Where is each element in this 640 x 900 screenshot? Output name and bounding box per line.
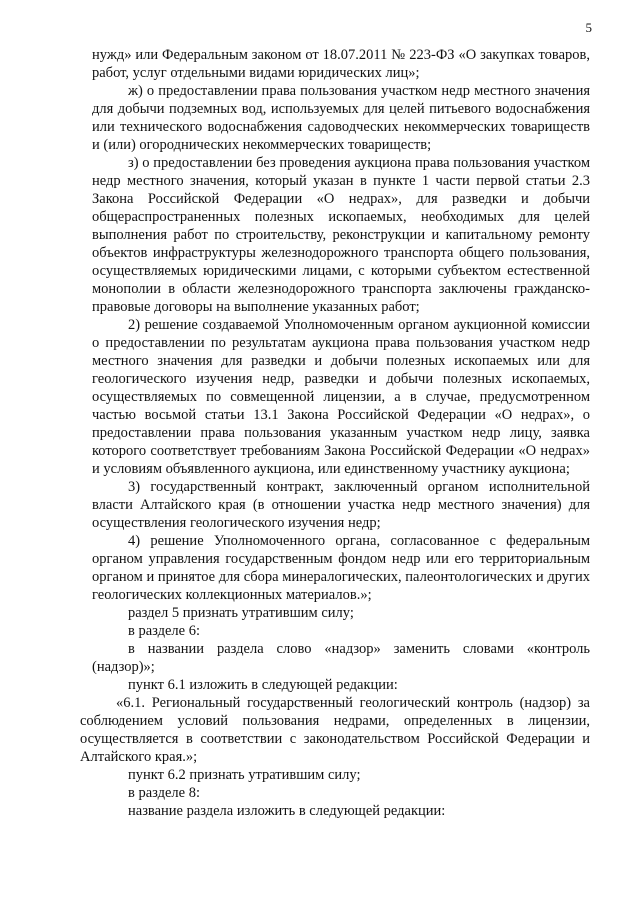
page-number: 5 [585, 20, 592, 35]
paragraph-item-3: 3) государственный контракт, заключенный органом исполнительной власти Алтайского края (в отношении участка недр местного значения) для осуществления геологического изучения недр; [92, 479, 590, 531]
paragraph-section-8-title: название раздела изложить в следующей редакции: [128, 803, 446, 819]
paragraph-section-8: в разделе 8: [128, 785, 201, 801]
paragraph-item-z: з) о предоставлении без проведения аукциона права пользования участком недр местного значения, который указан в пункте 1 части первой статьи 2.3 Закона Российской Федерации «О недрах», для разведки и добычи общераспространенных полезных ископаемых, необходимых для целей выполнения работ по строительству, реконструкции и капитальному ремонту объектов инфраструктуры железнодорожного транспорта общего пользования, осуществляемых юридическими лицами, с которыми субъектом естественной монополии в области железнодорожного транспорта заключены гражданско-правовые договоры на выполнение указанных работ; [92, 155, 590, 315]
paragraph-point-6-1: пункт 6.1 изложить в следующей редакции: [128, 677, 398, 693]
paragraph-point-6-2: пункт 6.2 признать утратившим силу; [128, 767, 361, 783]
paragraph-continuation: нужд» или Федеральным законом от 18.07.2011 № 223-ФЗ «О закупках товаров, работ, услуг отдельными видами юридических лиц»; [92, 47, 590, 81]
paragraph-point-6-1-text: «6.1. Региональный государственный геологический контроль (надзор) за соблюдением условий пользования недрами, определенных в лицензии, осуществляется в соответствии с законодательством Российской Федерации и Алтайского края.»; [80, 695, 590, 765]
document-body [80, 46, 590, 820]
paragraph-section-6: в разделе 6: [128, 623, 201, 639]
paragraph-item-zh: ж) о предоставлении права пользования участком недр местного значения для добычи подземных вод, используемых для целей питьевого водоснабжения или технического водоснабжения садоводческих некоммерческих товариществ и (или) огороднических некоммерческих товариществ; [92, 83, 590, 153]
paragraph-item-2: 2) решение создаваемой Уполномоченным органом аукционной комиссии о предоставлении по результатам аукциона права пользования участком недр местного значения для разведки и добычи полезных ископаемых или для геологического изучения недр, разведки и добычи полезных ископаемых, осуществляемых по совмещенной лицензии, а в случае, предусмотренном частью восьмой статьи 13.1 Закона Российской Федерации «О недрах», о предоставлении права пользования указанным участком недр лицу, заявка которого соответствует требованиям Закона Российской Федерации «О недрах» и условиям объявленного аукциона, или единственному участнику аукциона; [92, 317, 590, 477]
paragraph-section-6-title: в названии раздела слово «надзор» заменить словами «контроль (надзор)»; [92, 641, 590, 675]
paragraph-item-4: 4) решение Уполномоченного органа, согласованное с федеральным органом управления государственным фондом недр или его территориальным органом и принятое для сбора минералогических, палеонтологических и других геологических коллекционных материалов.»; [92, 533, 590, 603]
paragraph-section-5: раздел 5 признать утратившим силу; [128, 605, 354, 621]
